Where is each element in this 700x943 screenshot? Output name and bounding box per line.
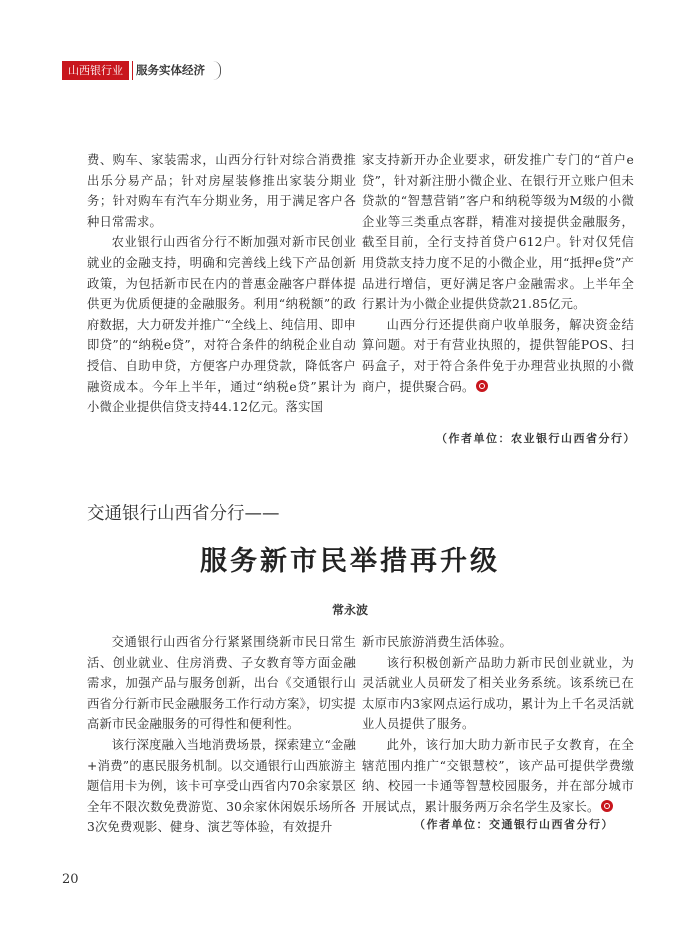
page-number: 20: [62, 872, 79, 887]
paragraph: 家支持新开办企业要求，研发推广专门的“首户e贷”，针对新注册小微企业、在银行开立账户但未贷款的“智慧营销”客户和纳税等级为M级的小微企业等三类重点客群，精准对接提供金融服务，截至目前，全行支持首贷户612户。针对仅凭信用贷款支持力度不足的小微企业，用“抵押e贷”产品进行增信，更好满足客户金融需求。上半年全行累计为小微企业提供贷款21.85亿元。: [362, 153, 634, 312]
article-title: 服务新市民举措再升级: [200, 546, 500, 577]
article2-right-column: [362, 632, 634, 817]
article1-left-column: [87, 150, 356, 418]
author-affiliation: （作者单位：农业银行山西省分行）: [436, 432, 636, 445]
running-header: [62, 61, 221, 80]
paragraph: 该行积极创新产品助力新市民创业就业，为灵活就业人员研发了相关业务系统。该系统已在太原市内3家网点运行成功，累计为上千名灵活就业人员提供了服务。: [362, 655, 634, 732]
paragraph-text: 山西分行还提供商户收单服务，解决资金结算问题。对于有营业执照的，提供智能POS、扫码盒子，对于符合条件免于办理营业执照的小微商户，提供聚合码。: [362, 317, 634, 394]
header-divider: [132, 61, 133, 80]
article2-left-column: [87, 632, 356, 838]
author-affiliation: （作者单位：交通银行山西省分行）: [414, 818, 614, 831]
column-name: 服务实体经济: [136, 63, 205, 77]
article-end-icon: [601, 800, 613, 812]
article-kicker: 交通银行山西省分行——: [87, 504, 280, 524]
paragraph-text: 此外，该行加大助力新市民子女教育，在全辖范围内推广“交银慧校”，该产品可提供学费缴纳、校园一卡通等智慧校园服务，并在部分城市开展试点，累计服务两万余名学生及家长。: [362, 737, 634, 814]
paragraph: 农业银行山西省分行不断加强对新市民创业就业的金融支持，明确和完善线上线下产品创新政策，为包括新市民在内的普惠金融客户群体提供更为优质便捷的金融服务。利用“纳税额”的政府数据，大力研发并推广“全线上、纯信用、即申即贷”的“纳税e贷”，对符合条件的纳税企业自动授信、自助申贷，方便客户办理贷款，降低客户融资成本。今年上半年，通过“纳税e贷”累计为小微企业提供信贷支持44.12亿元。落实国: [87, 235, 356, 415]
paragraph: 新市民旅游消费生活体验。: [362, 635, 512, 649]
article-author: 常永波: [331, 603, 368, 617]
paragraph: 该行深度融入当地消费场景，探索建立“金融+消费”的惠民服务机制。以交通银行山西旅游主题信用卡为例，该卡可享受山西省内70余家景区全年不限次数免费游览、30余家休闲娱乐场所各3次免费观影、健身、演艺等体验，有效提升: [87, 737, 356, 835]
article1-right-column: [362, 150, 634, 397]
paragraph-last: [362, 735, 634, 817]
paragraph-last: [362, 315, 634, 397]
header-bracket: [210, 61, 221, 80]
section-tag: 山西银行业: [62, 61, 129, 80]
article-end-icon: [476, 380, 488, 392]
paragraph: 交通银行山西省分行紧紧围绕新市民日常生活、创业就业、住房消费、子女教育等方面金融需求，加强产品与服务创新，出台《交通银行山西省分行新市民金融服务工作行动方案》，切实提高新市民金融服务的可得性和便利性。: [87, 635, 356, 732]
paragraph: 费、购车、家装需求，山西分行针对综合消费推出乐分易产品；针对房屋装修推出家装分期业务；针对购车有汽车分期业务，用于满足客户各种日常需求。: [87, 153, 356, 229]
